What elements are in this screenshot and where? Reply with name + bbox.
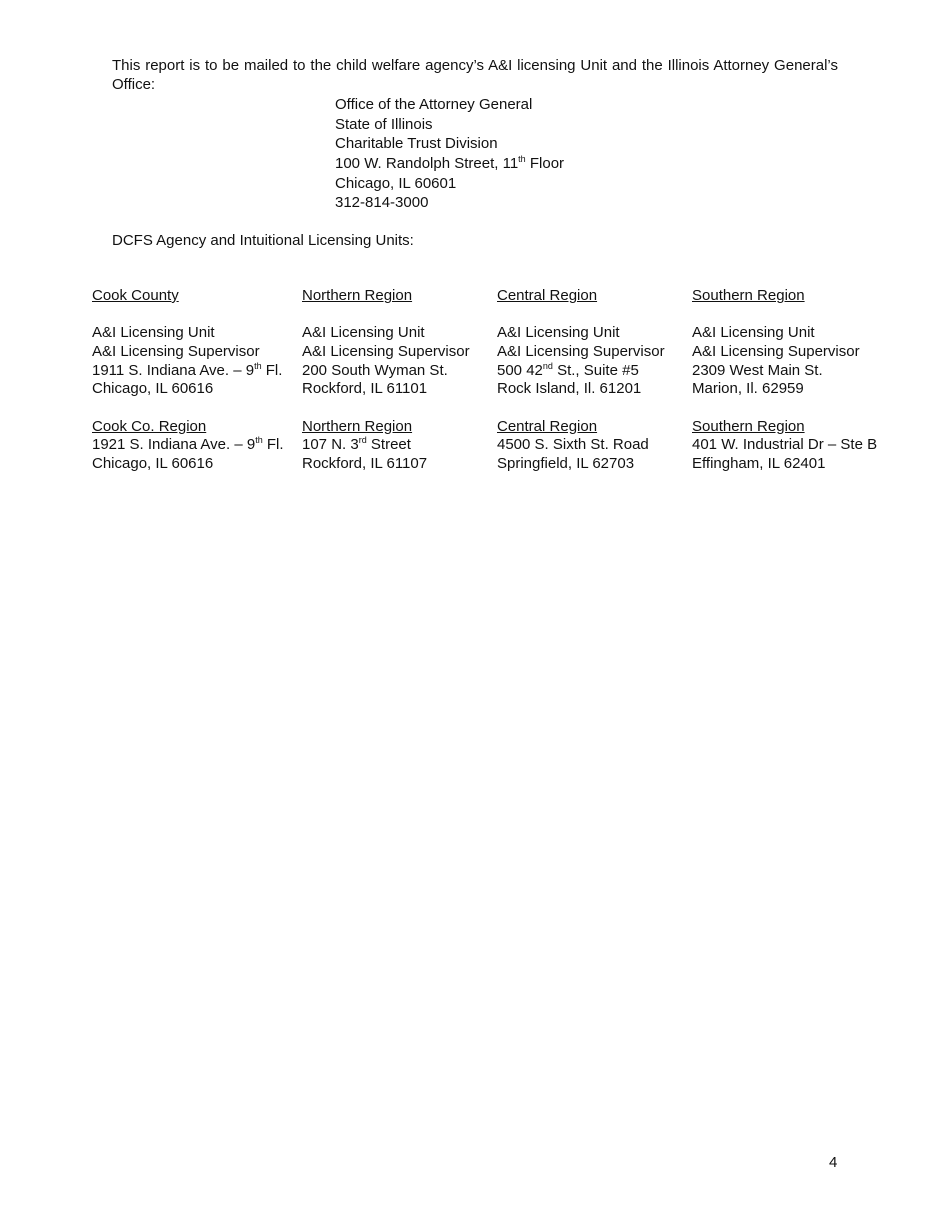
street-address: 1911 S. Indiana Ave. – 9th Fl. — [92, 360, 283, 379]
licensing-supervisor: A&I Licensing Supervisor — [497, 342, 665, 360]
attorney-general-address — [335, 95, 564, 213]
licensing-supervisor: A&I Licensing Supervisor — [92, 342, 260, 360]
column-heading: Southern Region — [692, 287, 805, 304]
licensing-supervisor: A&I Licensing Supervisor — [302, 342, 470, 360]
intro-paragraph: This report is to be mailed to the child welfare agency’s A&I licensing Unit and the Illinois Attorney General’s Office: — [112, 57, 838, 93]
region-heading: Central Region — [497, 417, 598, 435]
ag-division: Charitable Trust Division — [335, 135, 498, 153]
column-heading: Northern Region — [302, 287, 413, 304]
column-southern-region — [692, 287, 877, 474]
licensing-unit: A&I Licensing Unit — [497, 324, 620, 342]
city-address: Chicago, IL 60616 — [92, 380, 214, 398]
region-heading: Northern Region — [302, 417, 413, 435]
region-city: Effingham, IL 62401 — [692, 454, 826, 472]
ag-street: 100 W. Randolph Street, 11th Floor — [335, 154, 565, 173]
city-address: Rockford, IL 61101 — [302, 380, 428, 398]
street-address: 200 South Wyman St. — [302, 361, 448, 379]
licensing-unit: A&I Licensing Unit — [92, 324, 215, 342]
street-address: 500 42nd St., Suite #5 — [497, 360, 639, 379]
region-city: Rockford, IL 61107 — [302, 454, 428, 472]
licensing-unit: A&I Licensing Unit — [302, 324, 425, 342]
region-street: 1921 S. Indiana Ave. – 9th Fl. — [92, 435, 284, 454]
ag-city: Chicago, IL 60601 — [335, 174, 457, 192]
ag-phone: 312-814-3000 — [335, 194, 429, 212]
region-city: Springfield, IL 62703 — [497, 454, 635, 472]
column-cook-county — [92, 287, 284, 474]
dcfs-heading: DCFS Agency and Intuitional Licensing Units: — [112, 232, 414, 249]
region-city: Chicago, IL 60616 — [92, 454, 214, 472]
region-street: 107 N. 3rd Street — [302, 435, 411, 454]
city-address: Rock Island, Il. 61201 — [497, 380, 642, 398]
region-street: 401 W. Industrial Dr – Ste B — [692, 436, 878, 454]
column-heading: Cook County — [92, 287, 179, 304]
licensing-supervisor: A&I Licensing Supervisor — [692, 342, 860, 360]
street-address: 2309 West Main St. — [692, 361, 823, 379]
column-northern-region — [302, 287, 470, 474]
region-heading: Cook Co. Region — [92, 417, 207, 435]
ag-office: Office of the Attorney General — [335, 96, 533, 113]
column-central-region — [497, 287, 665, 474]
licensing-unit: A&I Licensing Unit — [692, 324, 815, 342]
region-street: 4500 S. Sixth St. Road — [497, 436, 649, 454]
region-heading: Southern Region — [692, 417, 805, 435]
ag-state: State of Illinois — [335, 115, 433, 133]
city-address: Marion, Il. 62959 — [692, 380, 804, 398]
column-heading: Central Region — [497, 287, 598, 304]
page-number: 4 — [829, 1154, 838, 1171]
